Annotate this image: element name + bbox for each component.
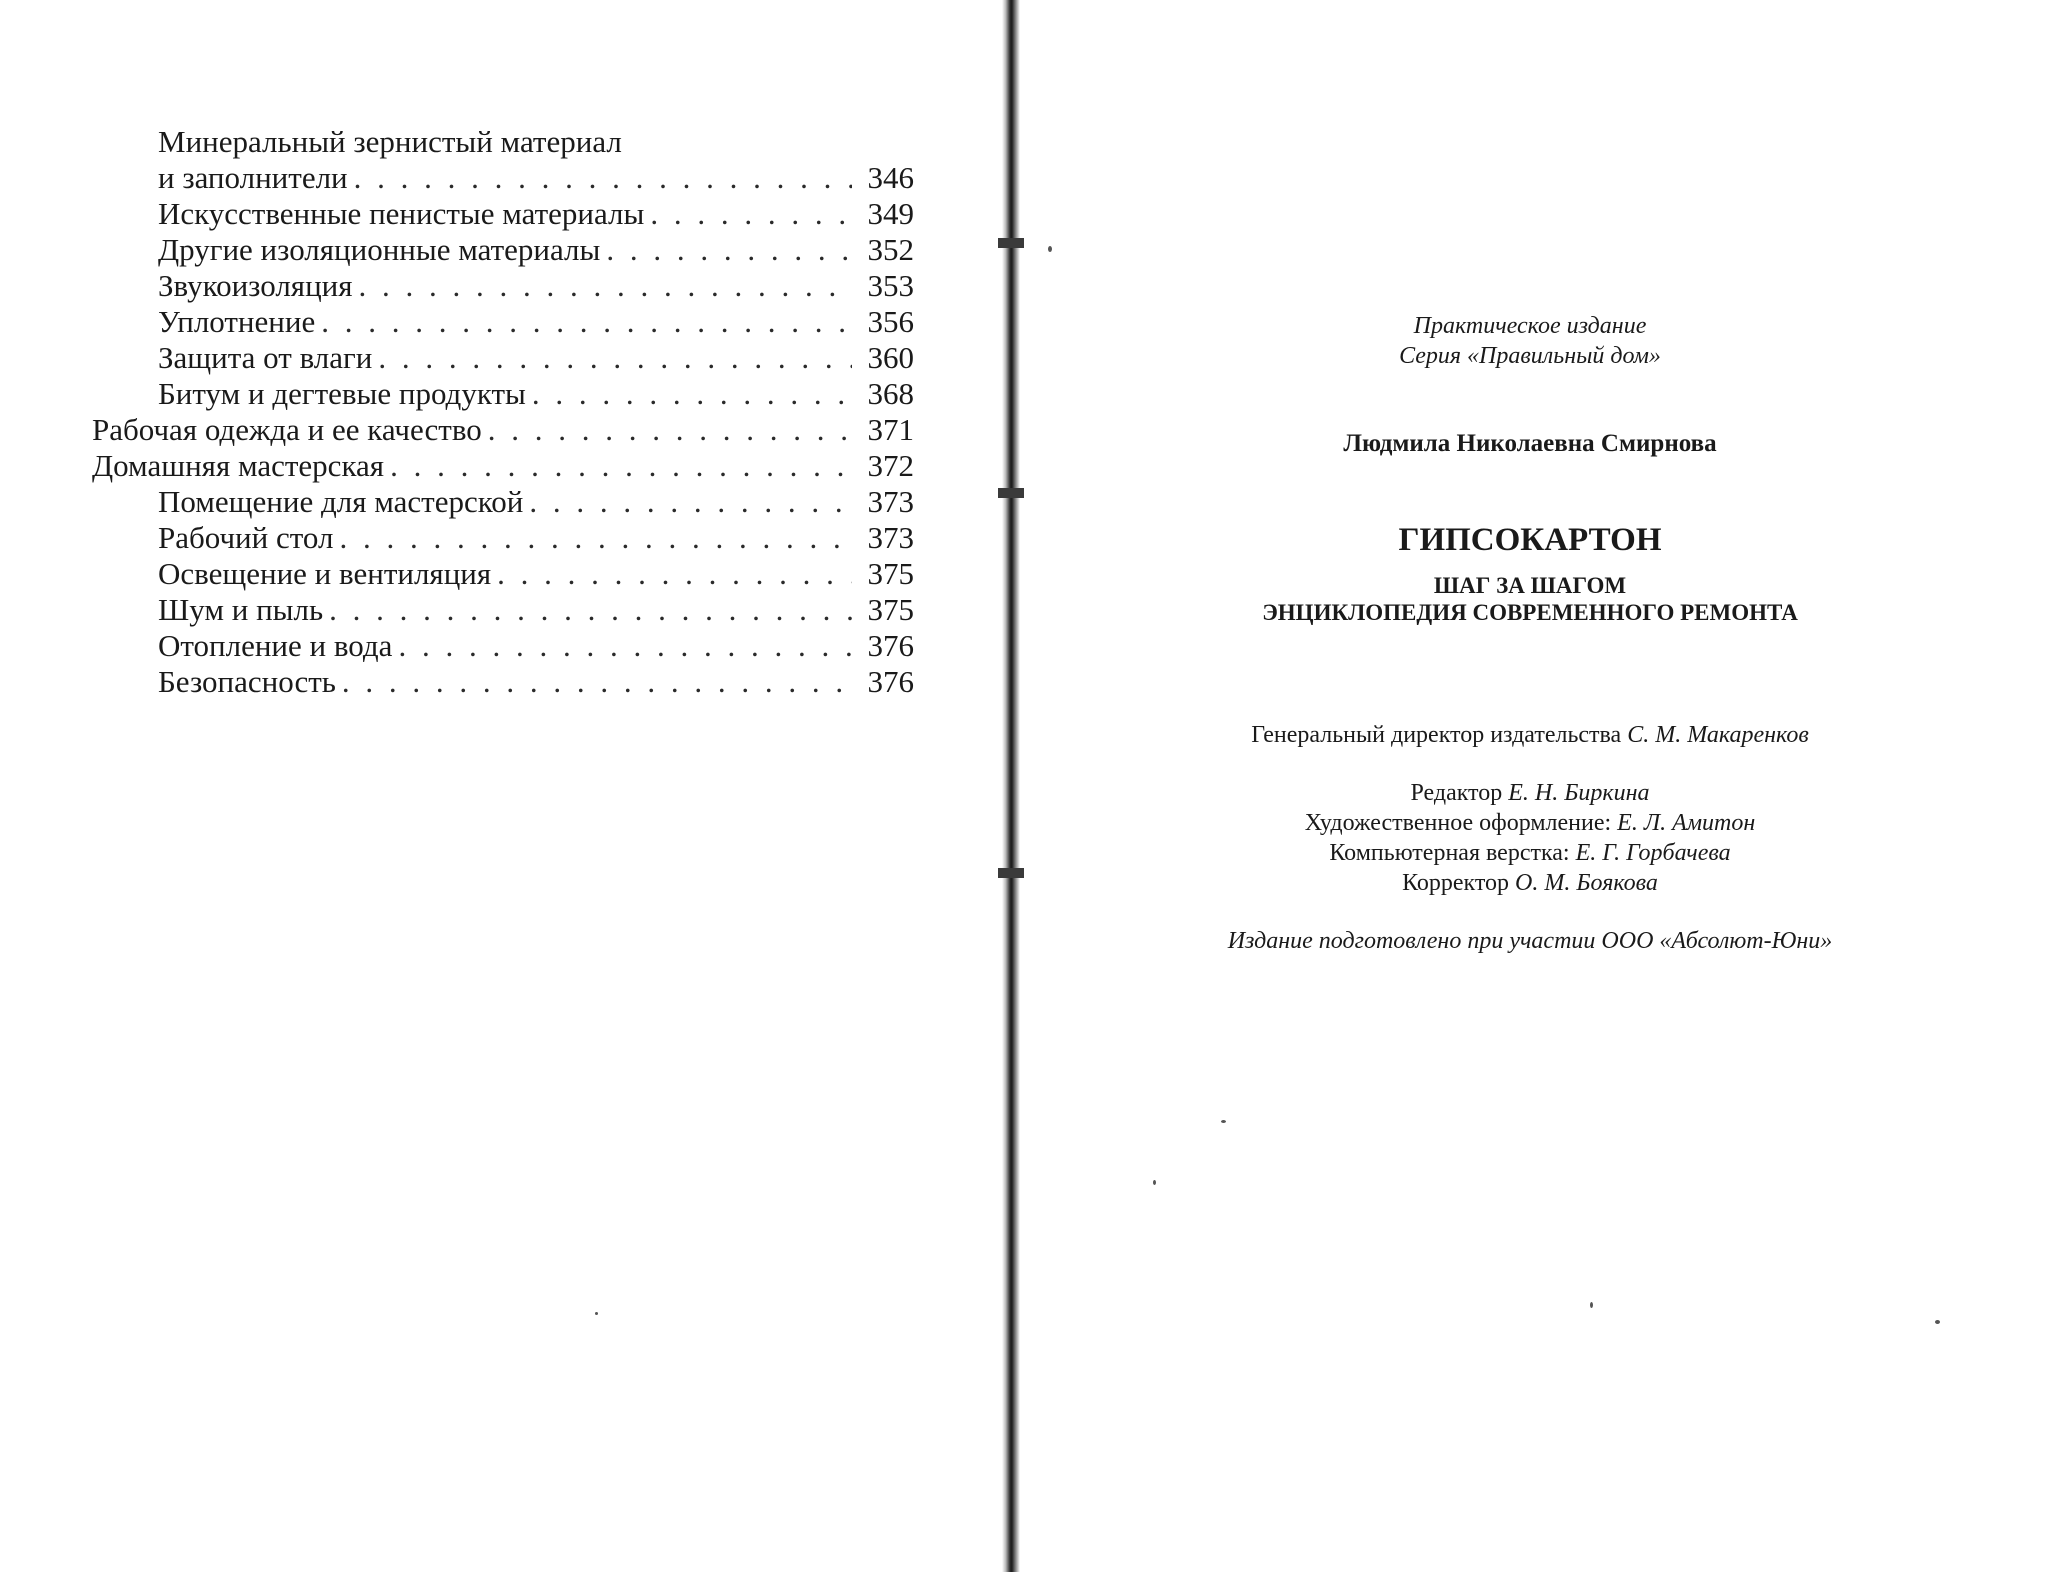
toc-entry bbox=[124, 196, 914, 232]
editor-line bbox=[1130, 778, 1930, 808]
director-name: С. М. Макаренков bbox=[1627, 722, 1809, 748]
toc-entry-page: 376 bbox=[867, 664, 914, 699]
toc-entry bbox=[124, 304, 914, 340]
scan-speck bbox=[1590, 1302, 1593, 1308]
toc-entry-title: Защита от влаги bbox=[158, 340, 373, 375]
toc-entry-title: Искусственные пенистые материалы bbox=[158, 196, 645, 231]
toc-leader-dots bbox=[529, 484, 852, 520]
proof-line bbox=[1130, 868, 1930, 898]
toc-leader-dots bbox=[359, 268, 852, 304]
toc-entry-title: Рабочая одежда и ее качество bbox=[92, 412, 482, 447]
toc-entry-page: 375 bbox=[867, 556, 914, 591]
toc-entry-page: 352 bbox=[867, 232, 914, 267]
director-label: Генеральный директор издательства bbox=[1251, 722, 1622, 748]
toc-entry bbox=[124, 664, 914, 700]
toc-entry bbox=[124, 592, 914, 628]
book-title: ГИПСОКАРТОН bbox=[1398, 522, 1662, 558]
art-label: Художественное оформление: bbox=[1304, 810, 1612, 836]
toc-entry-title: Другие изоляционные материалы bbox=[158, 232, 601, 267]
art-line bbox=[1130, 808, 1930, 838]
toc-entry-page: 368 bbox=[867, 376, 914, 411]
toc-entry-title: Шум и пыль bbox=[158, 592, 324, 627]
prepared-note: Издание подготовлено при участии ООО «Абсолют-Юни» bbox=[1227, 928, 1833, 954]
toc-leader-dots bbox=[398, 628, 852, 664]
layout-line bbox=[1130, 838, 1930, 868]
toc-leader-dots bbox=[378, 340, 852, 376]
toc-entry bbox=[124, 628, 914, 664]
toc-entry bbox=[92, 412, 914, 448]
art-name: Е. Л. Амитон bbox=[1617, 810, 1756, 836]
toc-entry-page: 346 bbox=[867, 160, 914, 195]
editor-name: Е. Н. Биркина bbox=[1508, 780, 1650, 806]
toc-entry-page: 353 bbox=[867, 268, 914, 303]
book-gutter bbox=[1002, 0, 1020, 1572]
toc-entry-title: Битум и дегтевые продукты bbox=[158, 376, 526, 411]
proof-label: Корректор bbox=[1402, 870, 1510, 896]
book-subtitle-2: ЭНЦИКЛОПЕДИЯ СОВРЕМЕННОГО РЕМОНТА bbox=[1262, 600, 1798, 625]
series-line: Серия «Правильный дом» bbox=[1399, 343, 1661, 369]
toc-entry-page: 371 bbox=[867, 412, 914, 447]
toc-entry bbox=[92, 448, 914, 484]
toc-entry bbox=[124, 484, 914, 520]
toc-leader-dots bbox=[390, 448, 852, 484]
toc-entry-page: 356 bbox=[867, 304, 914, 339]
layout-label: Компьютерная верстка: bbox=[1329, 840, 1570, 866]
toc-leader-dots bbox=[532, 376, 852, 412]
author-name: Людмила Николаевна Смирнова bbox=[1343, 430, 1717, 457]
table-of-contents bbox=[92, 124, 914, 700]
toc-heading-line: Минеральный зернистый материал bbox=[158, 124, 622, 159]
toc-entry bbox=[124, 376, 914, 412]
toc-entry-page: 349 bbox=[867, 196, 914, 231]
scan-speck bbox=[1048, 246, 1052, 252]
toc-entry-page: 375 bbox=[867, 592, 914, 627]
toc-entry-title: Звукоизоляция bbox=[158, 268, 353, 303]
toc-leader-dots bbox=[650, 196, 852, 232]
gutter-mark bbox=[998, 488, 1024, 498]
proof-name: О. М. Боякова bbox=[1515, 870, 1658, 896]
toc-entry bbox=[124, 232, 914, 268]
director-line bbox=[1130, 720, 1930, 750]
layout-name: Е. Г. Горбачева bbox=[1575, 840, 1731, 866]
toc-entry bbox=[124, 520, 914, 556]
toc-leader-dots bbox=[329, 592, 852, 628]
scan-speck bbox=[1153, 1180, 1156, 1185]
toc-entry-page: 373 bbox=[867, 484, 914, 519]
toc-leader-dots bbox=[321, 304, 852, 340]
toc-leader-dots bbox=[342, 664, 852, 700]
toc-list bbox=[92, 160, 914, 700]
toc-entry-title: и заполнители bbox=[158, 160, 348, 195]
toc-leader-dots bbox=[488, 412, 852, 448]
toc-leader-dots bbox=[354, 160, 852, 196]
toc-entry-title: Уплотнение bbox=[158, 304, 316, 339]
toc-entry-page: 376 bbox=[867, 628, 914, 663]
toc-entry bbox=[124, 160, 914, 196]
toc-entry bbox=[124, 556, 914, 592]
toc-entry-page: 360 bbox=[867, 340, 914, 375]
gutter-mark bbox=[998, 868, 1024, 878]
scan-speck bbox=[1935, 1320, 1940, 1324]
toc-entry-page: 373 bbox=[867, 520, 914, 555]
toc-entry-title: Помещение для мастерской bbox=[158, 484, 524, 519]
toc-leader-dots bbox=[497, 556, 852, 592]
scan-speck bbox=[595, 1312, 598, 1315]
gutter-mark bbox=[998, 238, 1024, 248]
edition-type: Практическое издание bbox=[1413, 313, 1647, 339]
toc-entry bbox=[124, 340, 914, 376]
toc-leader-dots bbox=[606, 232, 852, 268]
toc-entry-title: Отопление и вода bbox=[158, 628, 393, 663]
toc-entry-title: Безопасность bbox=[158, 664, 336, 699]
editor-label: Редактор bbox=[1410, 780, 1503, 806]
scan-speck bbox=[1221, 1120, 1226, 1123]
toc-leader-dots bbox=[339, 520, 852, 556]
book-subtitle-1: ШАГ ЗА ШАГОМ bbox=[1433, 573, 1627, 598]
toc-entry-title: Освещение и вентиляция bbox=[158, 556, 492, 591]
toc-entry-title: Рабочий стол bbox=[158, 520, 334, 555]
toc-entry bbox=[124, 268, 914, 304]
toc-entry-title: Домашняя мастерская bbox=[92, 448, 385, 483]
toc-entry-page: 372 bbox=[867, 448, 914, 483]
